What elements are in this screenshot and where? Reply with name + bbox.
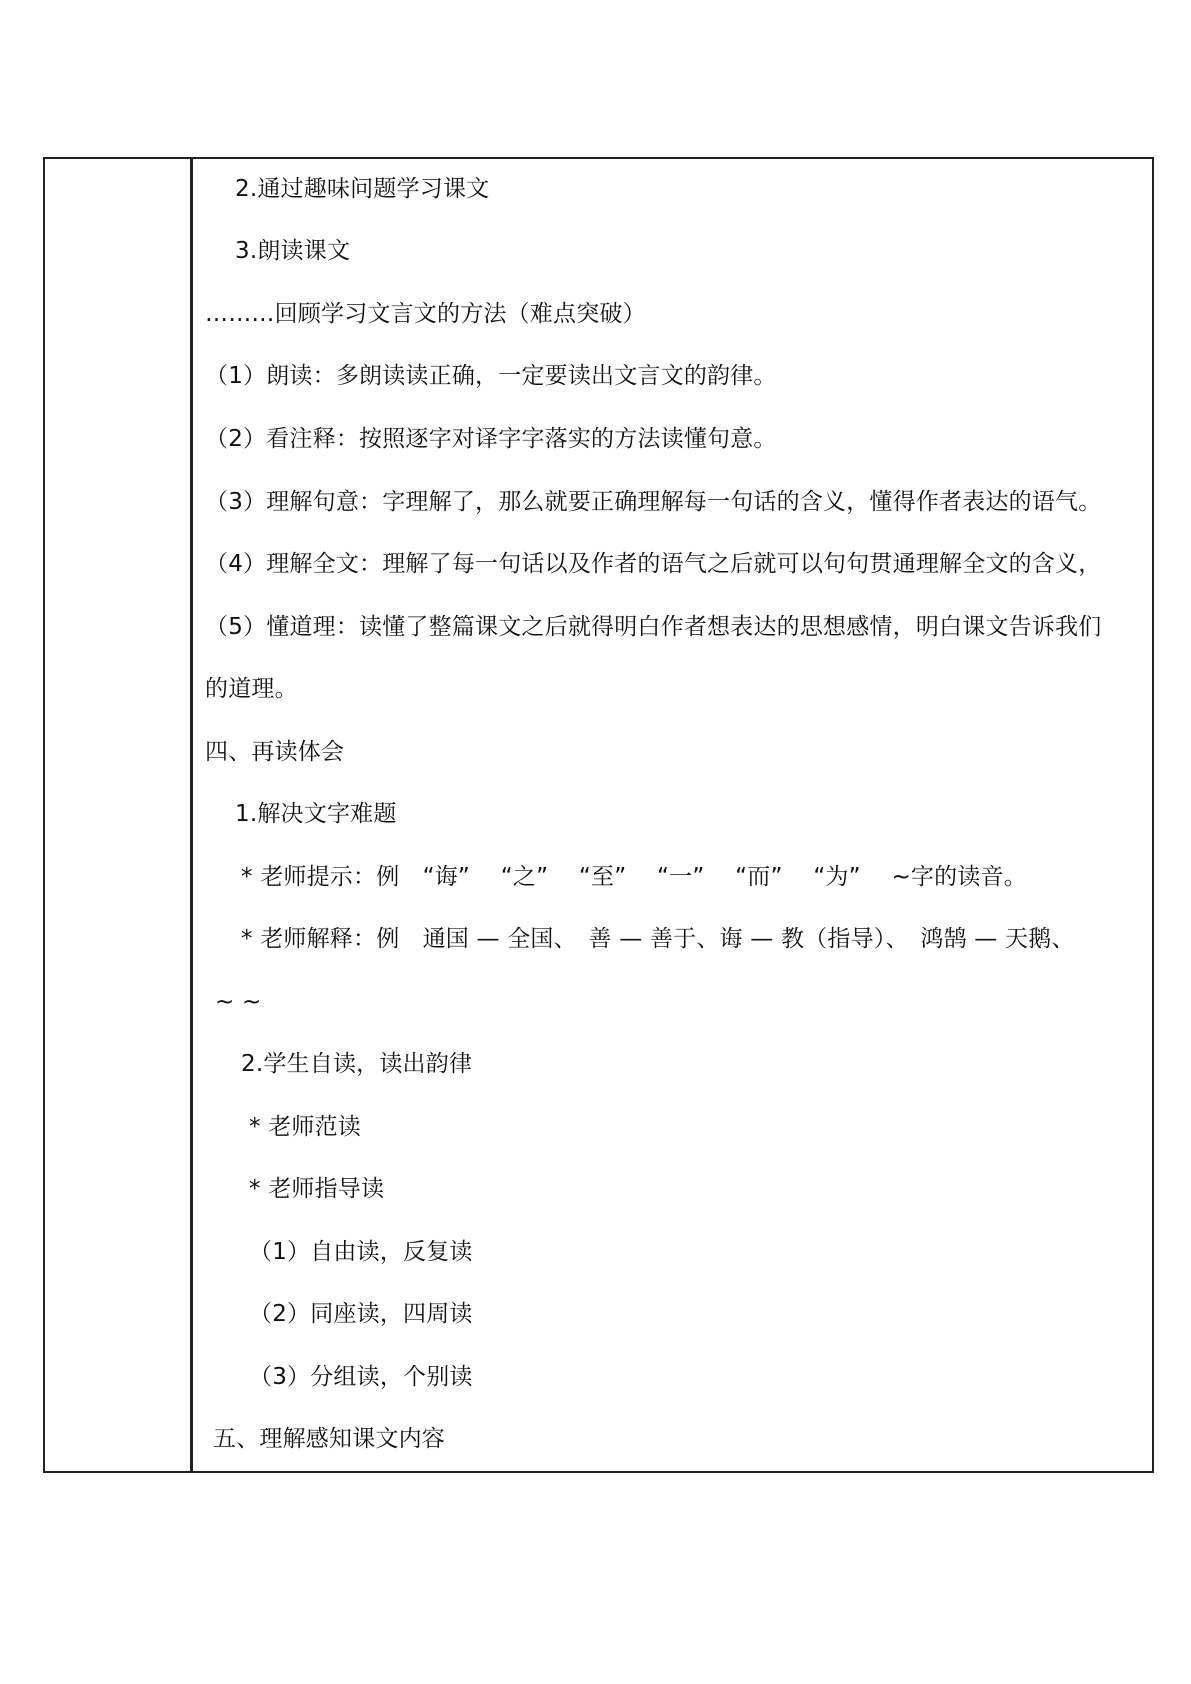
text-line-9: 的道理。 [205,676,298,702]
text-line-21: 五、理解感知课文内容 [213,1426,445,1452]
text-line-5: （2）看注释：按照逐字对译字字落实的方法读懂句意。 [205,426,777,452]
text-line-20: （3）分组读，个别读 [249,1364,473,1390]
text-line-7: （4）理解全文：理解了每一句话以及作者的语气之后就可以句句贯通理解全文的含义， [205,551,1102,577]
text-line-3: ………回顾学习文言文的方法（难点突破） [205,301,646,327]
text-line-15: 2.学生自读，读出韵律 [241,1051,473,1077]
text-line-8: （5）懂道理：读懂了整篇课文之后就得明白作者想表达的思想感情，明白课文告诉我们 [205,614,1102,640]
text-line-4: （1）朗读：多朗读读正确，一定要读出文言文的韵律。 [205,363,777,389]
text-line-16: * 老师范读 [249,1114,362,1140]
text-line-19: （2）同座读，四周读 [249,1301,473,1327]
content-cell [193,159,1152,1471]
text-line-13: * 老师解释：例 通国 — 全国、 善 — 善于、诲 — 教（指导）、 鸿鹄 — 天鹅、 [241,926,1075,952]
text-line-12: * 老师提示：例 “诲” “之” “至” “一” “而” “为” ~字的读音。 [241,864,1027,890]
text-line-17: * 老师指导读 [249,1176,385,1202]
text-line-14: ~ ~ [215,989,262,1015]
text-line-1: 2.通过趣味问题学习课文 [235,176,490,202]
text-line-10: 四、再读体会 [205,739,345,765]
text-line-2: 3.朗读课文 [235,238,351,264]
text-line-6: （3）理解句意：字理解了，那么就要正确理解每一句话的含义，懂得作者表达的语气。 [205,489,1102,515]
left-column-cell [45,159,193,1471]
text-line-18: （1）自由读，反复读 [249,1239,473,1265]
lesson-table [43,157,1154,1473]
text-line-11: 1.解决文字难题 [235,801,397,827]
